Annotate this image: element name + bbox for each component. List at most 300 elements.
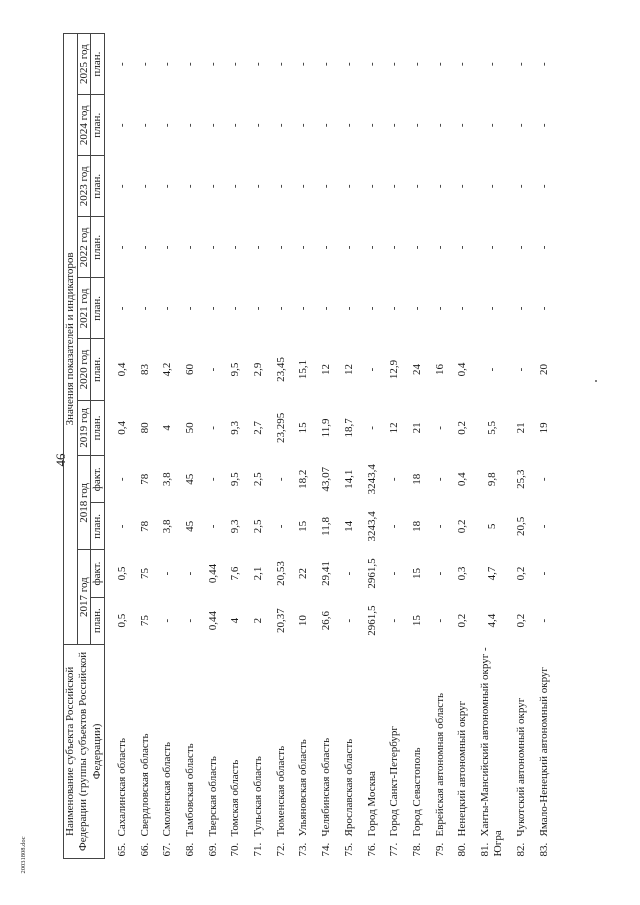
value-cell: - <box>456 62 469 66</box>
value-cell: - <box>229 123 242 128</box>
value-cell: 50 <box>184 422 196 434</box>
table-row <box>406 34 429 859</box>
table-row <box>156 34 179 859</box>
value-cell: - <box>388 184 401 189</box>
value-cell: - <box>485 62 498 66</box>
region-name: Ненецкий автономный округ <box>456 700 469 837</box>
value-cell: - <box>514 245 527 250</box>
row-number: 70. <box>229 842 242 857</box>
table-row <box>179 34 202 859</box>
value-cell: - <box>297 123 310 128</box>
footer-file-code: 20031808.doc <box>20 836 27 874</box>
value-cell: - <box>161 618 174 623</box>
value-cell: 0,4 <box>115 421 128 435</box>
row-number: 80. <box>456 842 469 857</box>
value-cell: 0,2 <box>514 566 527 581</box>
value-cell: - <box>274 306 287 311</box>
value-cell: - <box>184 571 196 576</box>
value-cell: 18,2 <box>297 469 310 489</box>
value-cell: 2,1 <box>252 566 265 581</box>
value-cell: - <box>138 62 151 66</box>
table-row <box>270 34 293 859</box>
value-cell: 80 <box>138 422 151 434</box>
value-cell: 18,7 <box>342 418 355 438</box>
header-year: 2021 год <box>77 278 91 339</box>
value-cell: 0,5 <box>115 566 128 581</box>
value-cell: - <box>252 184 265 189</box>
value-cell: 14,1 <box>342 469 355 489</box>
value-cell: - <box>206 62 219 66</box>
value-cell: - <box>433 618 446 623</box>
value-cell: - <box>115 245 128 250</box>
value-cell: - <box>184 618 196 623</box>
value-cell: - <box>456 184 469 189</box>
value-cell: 9,8 <box>485 472 498 487</box>
value-cell: - <box>388 306 401 311</box>
value-cell: - <box>252 245 265 250</box>
value-cell: - <box>161 571 174 576</box>
value-cell: 0,44 <box>206 611 219 631</box>
value-cell: 15,1 <box>297 359 310 380</box>
value-cell: - <box>297 245 310 250</box>
value-cell: 18 <box>410 473 423 485</box>
table-row <box>292 34 315 859</box>
value-cell: 23,45 <box>274 357 287 382</box>
value-cell: 15 <box>410 615 423 627</box>
value-cell: 3,8 <box>161 519 174 534</box>
value-cell: 15 <box>297 520 310 532</box>
indicator-table-rotated <box>63 33 632 859</box>
value-cell: 0,4 <box>115 362 128 377</box>
value-cell: - <box>388 618 401 623</box>
value-cell: - <box>138 184 151 189</box>
value-cell: - <box>456 245 469 250</box>
value-cell: - <box>537 245 550 250</box>
value-cell: - <box>456 306 469 311</box>
table-row <box>224 34 247 859</box>
row-number: 81. <box>478 842 491 857</box>
value-cell: - <box>537 123 550 128</box>
region-name-cell <box>451 644 474 858</box>
table-row <box>383 34 406 859</box>
value-cell: 0,2 <box>456 613 469 628</box>
value-cell: - <box>410 245 423 250</box>
value-cell: - <box>342 184 355 189</box>
value-cell: - <box>410 184 423 189</box>
table-row <box>247 34 270 859</box>
value-cell: - <box>320 245 333 250</box>
table-row <box>533 34 556 859</box>
value-cell: - <box>388 123 401 128</box>
region-name: Сахалинская область <box>115 738 128 837</box>
value-cell: - <box>537 524 550 529</box>
value-cell: - <box>161 245 174 250</box>
value-cell: 75 <box>138 568 151 580</box>
region-name: Ярославская область <box>342 738 355 837</box>
value-cell: - <box>365 62 378 66</box>
value-cell: - <box>115 184 128 189</box>
value-cell: 4,2 <box>161 362 174 377</box>
region-name-cell <box>247 644 270 858</box>
table-row <box>104 34 133 859</box>
value-cell: - <box>433 62 446 66</box>
value-cell: - <box>206 184 219 189</box>
header-fact: факт. <box>91 456 105 503</box>
value-cell: - <box>365 245 378 250</box>
value-cell: - <box>115 62 128 66</box>
value-cell: - <box>274 184 287 189</box>
value-cell: - <box>537 477 550 482</box>
region-name-cell <box>202 644 225 858</box>
value-cell: - <box>229 62 242 66</box>
value-cell: - <box>388 524 401 529</box>
header-year: 2019 год <box>77 400 91 456</box>
value-cell: - <box>138 123 151 128</box>
row-number: 77. <box>388 842 401 857</box>
region-name: Свердловская область <box>138 733 151 837</box>
value-cell: - <box>388 477 401 482</box>
table-row <box>134 34 157 859</box>
value-cell: 0,4 <box>456 362 469 377</box>
value-cell: 4,7 <box>485 566 498 581</box>
region-name-cell <box>134 644 157 858</box>
region-name: Тюменская область <box>274 745 287 837</box>
value-cell: 0,3 <box>456 566 469 581</box>
region-name: Смоленская область <box>161 741 174 837</box>
value-cell: - <box>252 62 265 66</box>
header-plan: план. <box>91 34 105 95</box>
region-name: Ямало-Ненецкий автономный округ <box>537 667 550 837</box>
value-cell: - <box>365 123 378 128</box>
value-cell: 9,5 <box>229 472 242 487</box>
region-name-cell <box>510 644 533 858</box>
value-cell: - <box>115 477 128 482</box>
value-cell: 9,5 <box>229 362 242 377</box>
header-values-group: Значения показателей и индикаторов <box>64 34 78 645</box>
value-cell: - <box>320 184 333 189</box>
value-cell: 12 <box>320 364 333 375</box>
value-cell: 20 <box>537 364 550 375</box>
row-number: 74. <box>320 842 333 857</box>
value-cell: - <box>537 306 550 311</box>
row-number: 69. <box>206 842 219 857</box>
value-cell: 16 <box>433 364 446 375</box>
region-name-cell <box>406 644 429 858</box>
value-cell: - <box>206 306 219 311</box>
region-name-cell <box>429 644 452 858</box>
value-cell: 2,5 <box>252 519 265 534</box>
indicator-table <box>63 33 555 859</box>
row-number: 73. <box>297 842 310 857</box>
value-cell: 0,44 <box>206 563 219 584</box>
header-plan: план. <box>91 95 105 156</box>
value-cell: - <box>433 477 446 482</box>
value-cell: - <box>115 306 128 311</box>
value-cell: - <box>274 62 287 66</box>
value-cell: - <box>206 123 219 128</box>
value-cell: - <box>297 306 310 311</box>
value-cell: - <box>433 571 446 576</box>
value-cell: - <box>365 306 378 311</box>
value-cell: - <box>115 123 128 128</box>
value-cell: 4,4 <box>485 613 498 628</box>
row-number: 76. <box>365 842 378 857</box>
value-cell: 26,6 <box>320 611 333 631</box>
value-cell: 60 <box>184 364 196 375</box>
row-number: 68. <box>184 842 196 857</box>
value-cell: 11,9 <box>320 418 333 438</box>
header-fact: факт. <box>91 550 105 597</box>
value-cell: 10 <box>297 615 310 627</box>
header-plan: план. <box>91 339 105 400</box>
row-number: 83. <box>537 842 550 857</box>
row-number: 82. <box>514 842 527 857</box>
header-year: 2020 год <box>77 339 91 400</box>
value-cell: 0,4 <box>456 472 469 487</box>
region-name-cell <box>104 644 133 858</box>
region-name: Томская область <box>229 759 242 837</box>
value-cell: 20,5 <box>514 516 527 537</box>
value-cell: - <box>433 524 446 529</box>
table-row <box>338 34 361 859</box>
value-cell: - <box>537 571 550 576</box>
row-number: 72. <box>274 842 287 857</box>
value-cell: - <box>184 184 196 189</box>
value-cell: 18 <box>410 520 423 532</box>
value-cell: 7,6 <box>229 566 242 581</box>
value-cell: - <box>138 245 151 250</box>
value-cell: - <box>297 184 310 189</box>
header-year: 2017 год <box>77 550 91 644</box>
value-cell: - <box>274 524 287 529</box>
region-name-cell <box>179 644 202 858</box>
value-cell: 9,3 <box>229 421 242 435</box>
region-name-cell <box>474 644 510 858</box>
value-cell: - <box>410 123 423 128</box>
region-name: Еврейская автономная область <box>433 692 446 837</box>
region-name-cell <box>383 644 406 858</box>
value-cell: 2961,5 <box>365 605 378 636</box>
region-name-cell <box>360 644 383 858</box>
value-cell: 15 <box>297 422 310 434</box>
value-cell: 0,5 <box>115 613 128 628</box>
value-cell: - <box>456 123 469 128</box>
region-name: Тульская область <box>252 756 265 837</box>
value-cell: - <box>206 524 219 529</box>
region-name: Челябинская область <box>320 737 333 837</box>
header-year: 2022 год <box>77 217 91 278</box>
value-cell: - <box>206 477 219 482</box>
value-cell: - <box>161 62 174 66</box>
table-row <box>360 34 383 859</box>
header-plan: план. <box>91 597 105 644</box>
value-cell: 78 <box>138 520 151 532</box>
row-number: 66. <box>138 842 151 857</box>
value-cell: - <box>485 184 498 189</box>
indicator-table-wrapper <box>63 33 632 859</box>
value-cell: - <box>342 618 355 623</box>
value-cell: 12 <box>342 364 355 375</box>
value-cell: - <box>342 306 355 311</box>
value-cell: 21 <box>410 422 423 434</box>
value-cell: 43,07 <box>320 466 333 492</box>
value-cell: 3,8 <box>161 472 174 487</box>
value-cell: - <box>433 306 446 311</box>
header-year: 2024 год <box>77 95 91 156</box>
value-cell: 23,295 <box>274 412 287 444</box>
region-name: Тверская область <box>206 756 219 837</box>
table-row <box>315 34 338 859</box>
region-name-cell <box>315 644 338 858</box>
header-year: 2018 год <box>77 456 91 550</box>
region-name: Ханты-Мансийский автономный округ - Югра <box>478 647 504 857</box>
value-cell: 9,3 <box>229 519 242 534</box>
header-year: 2025 год <box>77 34 91 95</box>
value-cell: 2961,5 <box>365 558 378 589</box>
value-cell: - <box>206 245 219 250</box>
value-cell: 12 <box>388 422 401 434</box>
value-cell: 20,53 <box>274 561 287 586</box>
value-cell: 24 <box>410 364 423 375</box>
table-row <box>429 34 452 859</box>
value-cell: - <box>297 62 310 66</box>
value-cell: - <box>252 306 265 311</box>
value-cell: 5 <box>485 523 498 530</box>
value-cell: 75 <box>138 615 151 627</box>
value-cell: - <box>184 123 196 128</box>
value-cell: - <box>410 306 423 311</box>
value-cell: - <box>274 123 287 128</box>
value-cell: 4 <box>161 425 174 431</box>
value-cell: - <box>320 62 333 66</box>
value-cell: - <box>342 245 355 250</box>
table-row <box>202 34 225 859</box>
table-row <box>451 34 474 859</box>
value-cell: - <box>433 123 446 128</box>
value-cell: 0,2 <box>514 613 527 628</box>
region-name: Тамбовская область <box>184 743 196 837</box>
value-cell: - <box>229 306 242 311</box>
value-cell: 2 <box>252 617 265 624</box>
value-cell: - <box>206 426 219 430</box>
value-cell: - <box>433 245 446 250</box>
value-cell: 3243,4 <box>365 511 378 542</box>
value-cell: 5,5 <box>485 421 498 435</box>
row-number: 65. <box>115 842 128 857</box>
value-cell: 25,3 <box>514 469 527 489</box>
row-number: 71. <box>252 842 265 857</box>
value-cell: - <box>514 184 527 189</box>
value-cell: 83 <box>138 364 151 375</box>
region-name: Город Москва <box>365 771 378 837</box>
region-name: Чукотский автономный округ <box>514 697 527 837</box>
table-row <box>474 34 510 859</box>
value-cell: - <box>320 123 333 128</box>
region-name: Город Санкт-Петербург <box>388 726 401 837</box>
value-cell: - <box>138 306 151 311</box>
region-name-cell <box>338 644 361 858</box>
value-cell: - <box>433 184 446 189</box>
value-cell: 4 <box>229 617 242 624</box>
header-plan: план. <box>91 217 105 278</box>
value-cell: - <box>514 62 527 66</box>
value-cell: - <box>184 306 196 311</box>
value-cell: - <box>252 123 265 128</box>
row-number: 67. <box>161 842 174 857</box>
header-plan: план. <box>91 156 105 217</box>
row-number: 75. <box>342 842 355 857</box>
value-cell: - <box>537 618 550 623</box>
table-header <box>64 34 105 859</box>
region-name-cell <box>292 644 315 858</box>
value-cell: 45 <box>184 473 196 485</box>
value-cell: - <box>485 306 498 311</box>
value-cell: - <box>161 123 174 128</box>
value-cell: 15 <box>410 568 423 580</box>
value-cell: 0,2 <box>456 421 469 435</box>
region-name: Ульяновская область <box>297 739 310 837</box>
value-cell: - <box>365 426 378 430</box>
table-body <box>104 34 555 859</box>
region-name: Город Севастополь <box>410 747 423 837</box>
value-cell: - <box>537 184 550 189</box>
row-number: 79. <box>433 842 446 857</box>
header-plan: план. <box>91 400 105 456</box>
value-cell: - <box>514 123 527 128</box>
value-cell: 12,9 <box>388 359 401 380</box>
value-cell: - <box>388 571 401 576</box>
value-cell: 45 <box>184 520 196 532</box>
value-cell: - <box>365 184 378 189</box>
value-cell: - <box>485 367 498 372</box>
header-year: 2023 год <box>77 156 91 217</box>
row-number: 78. <box>410 842 423 857</box>
header-region-name: Наименование субъекта Российской Федерации (группы субъектов Российской Федерации) <box>64 644 105 858</box>
header-plan: план. <box>91 278 105 339</box>
value-cell: - <box>342 123 355 128</box>
value-cell: 22 <box>297 568 310 580</box>
value-cell: 11,8 <box>320 517 333 536</box>
value-cell: - <box>206 367 219 372</box>
value-cell: - <box>184 62 196 66</box>
value-cell: - <box>410 62 423 66</box>
value-cell: 0,2 <box>456 519 469 534</box>
header-plan: план. <box>91 503 105 550</box>
value-cell: - <box>274 245 287 250</box>
page-number: 46 <box>53 453 68 467</box>
value-cell: 2,9 <box>252 362 265 377</box>
value-cell: 19 <box>537 422 550 434</box>
value-cell: - <box>161 184 174 189</box>
value-cell: - <box>229 245 242 250</box>
value-cell: - <box>388 62 401 66</box>
value-cell: - <box>274 477 287 482</box>
value-cell: - <box>485 245 498 250</box>
value-cell: - <box>485 123 498 128</box>
value-cell: - <box>342 571 355 576</box>
value-cell: 21 <box>514 422 527 434</box>
value-cell: - <box>537 62 550 66</box>
value-cell: 14 <box>342 520 355 532</box>
value-cell: - <box>184 245 196 250</box>
value-cell: - <box>342 62 355 66</box>
value-cell: 29,41 <box>320 561 333 586</box>
value-cell: - <box>229 184 242 189</box>
value-cell: 2,5 <box>252 472 265 487</box>
value-cell: - <box>365 367 378 372</box>
region-name-cell <box>270 644 293 858</box>
value-cell: 2,7 <box>252 421 265 435</box>
